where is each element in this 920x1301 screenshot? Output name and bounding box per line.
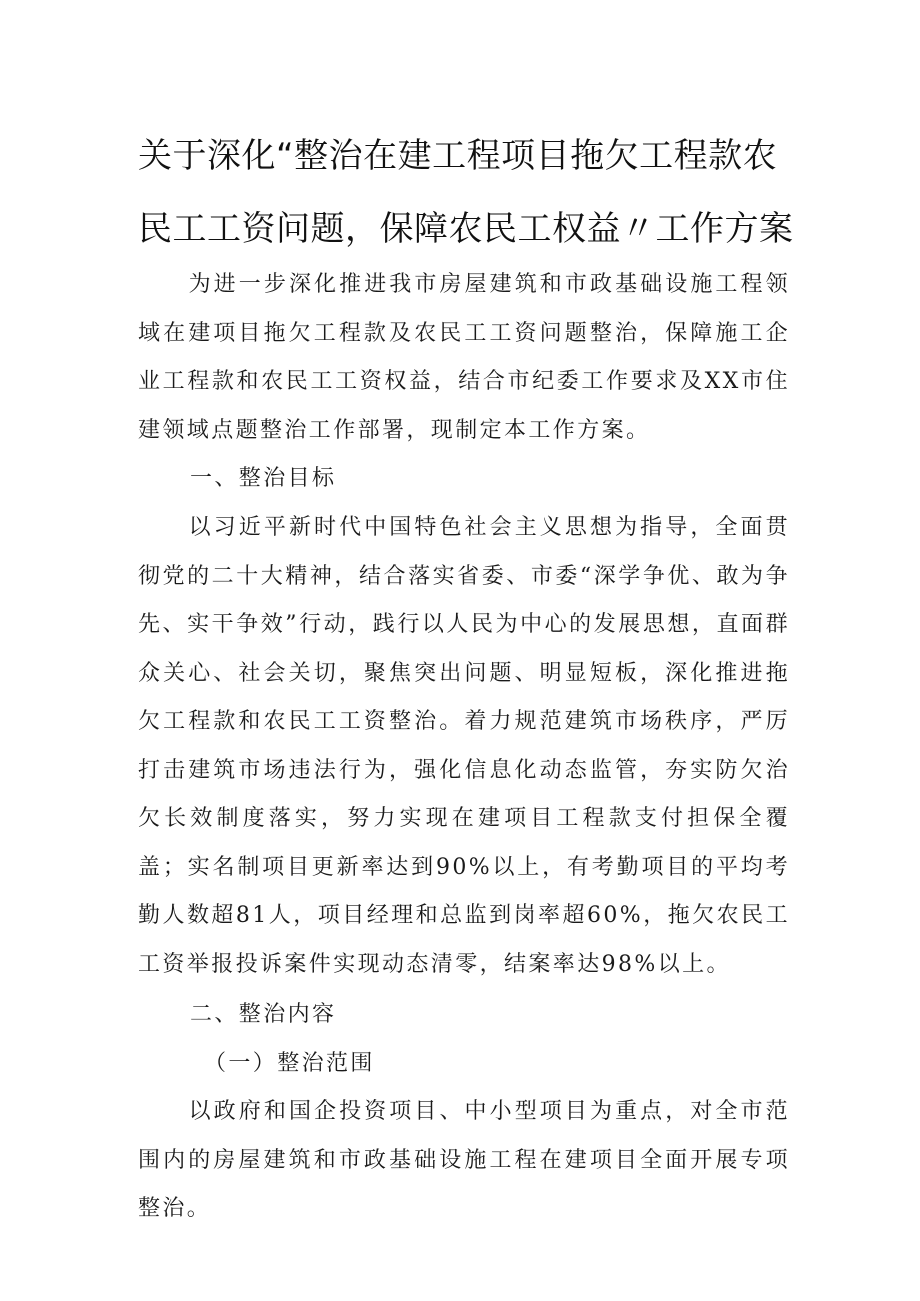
subsection-heading-scope: （一）整治范围: [204, 1051, 375, 1076]
section-heading-content: 二、整治内容: [190, 1002, 337, 1027]
document-title-line-2: 民工工资问题，保障农民工权益〃工作方案: [138, 209, 794, 249]
section-heading-goals: 一、整治目标: [190, 466, 337, 491]
goals-paragraph: 以习近平新时代中国特色社会主义思想为指导，全面贯彻党的二十大精神，结合落实省委、市委“深学争优、敢为争先、实干争效”行动，践行以人民为中心的发展思想，直面群众关心、社会关切，聚焦突出问题、明显短板，深化推进拖欠工程款和农民工工资整治。着力规范建筑市场秩序，严厉打击建筑市场违法行为，强化信息化动态监管，夯实防欠治欠长效制度落实，努力实现在建项目工程款支付担保全覆盖；实名制项目更新率达到90%以上，有考勤项目的平均考勤人数超81人，项目经理和总监到岗率超60%，拖欠农民工工资举报投诉案件实现动态清零，结案率达98%以上。: [138, 515, 790, 977]
intro-paragraph: 为进一步深化推进我市房屋建筑和市政基础设施工程领域在建项目拖欠工程款及农民工工资问题整治，保障施工企业工程款和农民工工资权益，结合市纪委工作要求及XX市住建领域点题整治工作部署，现制定本工作方案。: [138, 272, 790, 443]
document-title-line-1: 关于深化“整治在建工程项目拖欠工程款农: [138, 136, 778, 176]
scope-paragraph: 以政府和国企投资项目、中小型项目为重点，对全市范围内的房屋建筑和市政基础设施工程在建项目全面开展专项整治。: [138, 1099, 790, 1221]
